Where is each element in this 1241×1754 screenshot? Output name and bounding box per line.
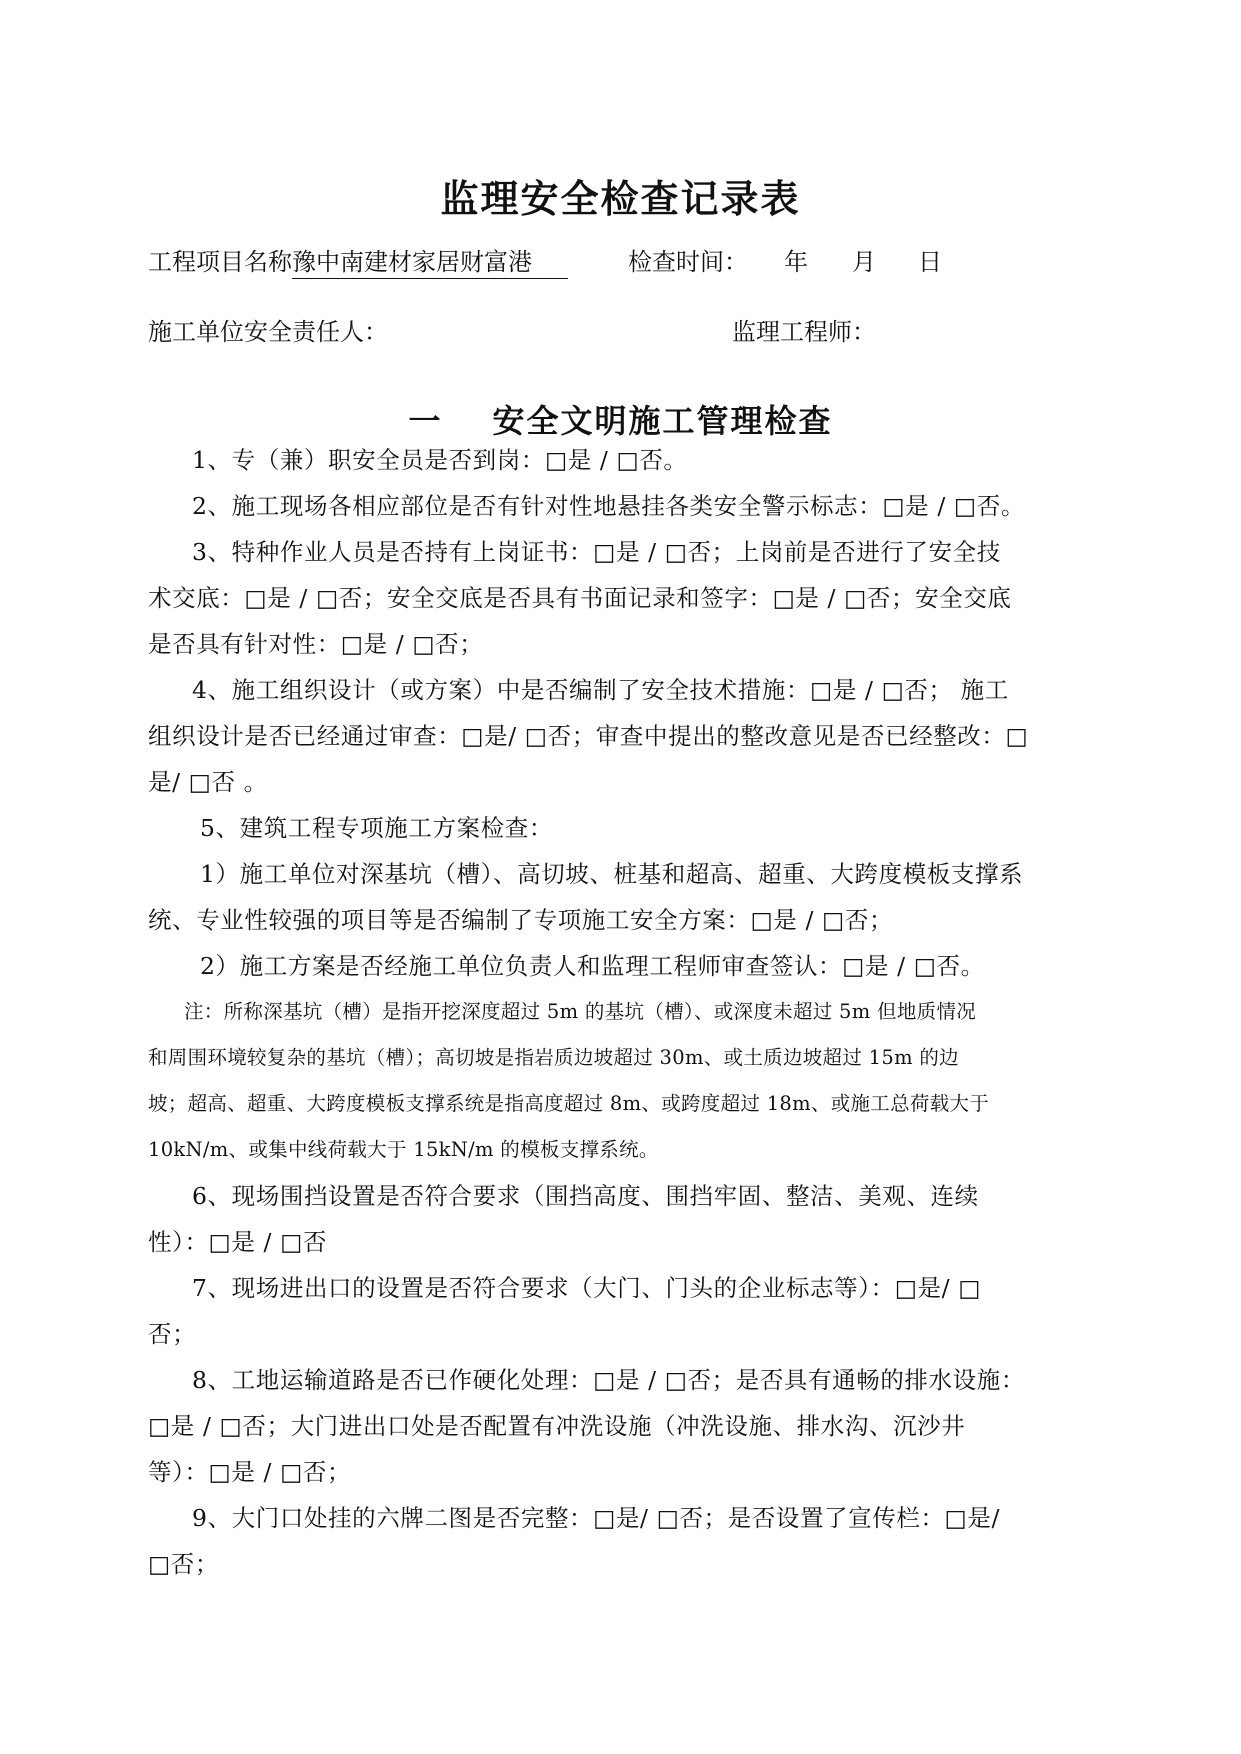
project-row — [148, 246, 568, 279]
item-line: 9、大门口处挂的六牌二图是否完整：□是/ □否；是否设置了宣传栏：□是/ — [192, 1504, 1000, 1532]
note-line: 10kN/m、或集中线荷载大于 15kN/m 的模板支撑系统。 — [148, 1138, 659, 1161]
item-line: □是 / □否；大门进出口处是否配置有冲洗设施（冲洗设施、排水沟、沉沙井 — [148, 1412, 966, 1440]
year-label: 年 — [784, 248, 808, 276]
item-line: 是否具有针对性：□是 / □否； — [148, 630, 484, 658]
note-line: 注：所称深基坑（槽）是指开挖深度超过 5m 的基坑（槽）、或深度未超过 5m 但地质情况 — [184, 1000, 977, 1023]
item-line: 1、专（兼）职安全员是否到岗：□是 / □否。 — [192, 446, 688, 474]
section-number: 一 — [408, 402, 443, 440]
item-line: 6、现场围挡设置是否符合要求（围挡高度、围挡牢固、整洁、美观、连续 — [192, 1182, 979, 1210]
engineer-label: 监理工程师： — [732, 318, 876, 346]
item-line: 7、现场进出口的设置是否符合要求（大门、门头的企业标志等）：□是/ □ — [192, 1274, 981, 1302]
item-line: 2）施工方案是否经施工单位负责人和监理工程师审查签认：□是 / □否。 — [200, 952, 985, 980]
project-label: 工程项目名称 — [148, 248, 292, 276]
item-line: 8、工地运输道路是否已作硬化处理：□是 / □否；是否具有通畅的排水设施： — [192, 1366, 1025, 1394]
item-line: 2、施工现场各相应部位是否有针对性地悬挂各类安全警示标志：□是 / □否。 — [192, 492, 1025, 520]
item-line: 等）：□是 / □否； — [148, 1458, 352, 1486]
section-heading — [0, 396, 1241, 442]
item-line: 性）：□是 / □否 — [148, 1228, 328, 1256]
item-line: □否； — [148, 1550, 220, 1578]
day-label: 日 — [918, 248, 942, 276]
item-line: 1）施工单位对深基坑（槽）、高切坡、桩基和超高、超重、大跨度模板支撑系 — [200, 860, 1024, 888]
item-line: 组织设计是否已经通过审查：□是/ □否；审查中提出的整改意见是否已经整改：□ — [148, 722, 1029, 750]
item-line: 5、建筑工程专项施工方案检查： — [200, 814, 553, 842]
section-title: 安全文明施工管理检查 — [492, 402, 833, 440]
note-line: 坡；超高、超重、大跨度模板支撑系统是指高度超过 8m、或跨度超过 18m、或施工总荷载大于 — [148, 1092, 990, 1115]
item-line: 术交底：□是 / □否；安全交底是否具有书面记录和签字：□是 / □否；安全交底 — [148, 584, 1012, 612]
item-line: 统、专业性较强的项目等是否编制了专项施工安全方案：□是 / □否； — [148, 906, 894, 934]
document-title: 监理安全检查记录表 — [440, 176, 801, 221]
item-line: 4、施工组织设计（或方案）中是否编制了安全技术措施：□是 / □否； 施工 — [192, 676, 1009, 704]
project-name-value: 豫中南建材家居财富港 — [292, 246, 568, 279]
item-line: 是/ □否 。 — [148, 768, 268, 796]
safety-person-label: 施工单位安全责任人： — [148, 318, 388, 346]
month-label: 月 — [852, 248, 876, 276]
note-line: 和周围环境较复杂的基坑（槽）；高切坡是指岩质边坡超过 30m、或土质边坡超过 15m 的边 — [148, 1046, 959, 1069]
item-line: 3、特种作业人员是否持有上岗证书：□是 / □否；上岗前是否进行了安全技 — [192, 538, 1001, 566]
item-line: 否； — [148, 1320, 197, 1348]
check-time-label: 检查时间： — [628, 248, 748, 276]
